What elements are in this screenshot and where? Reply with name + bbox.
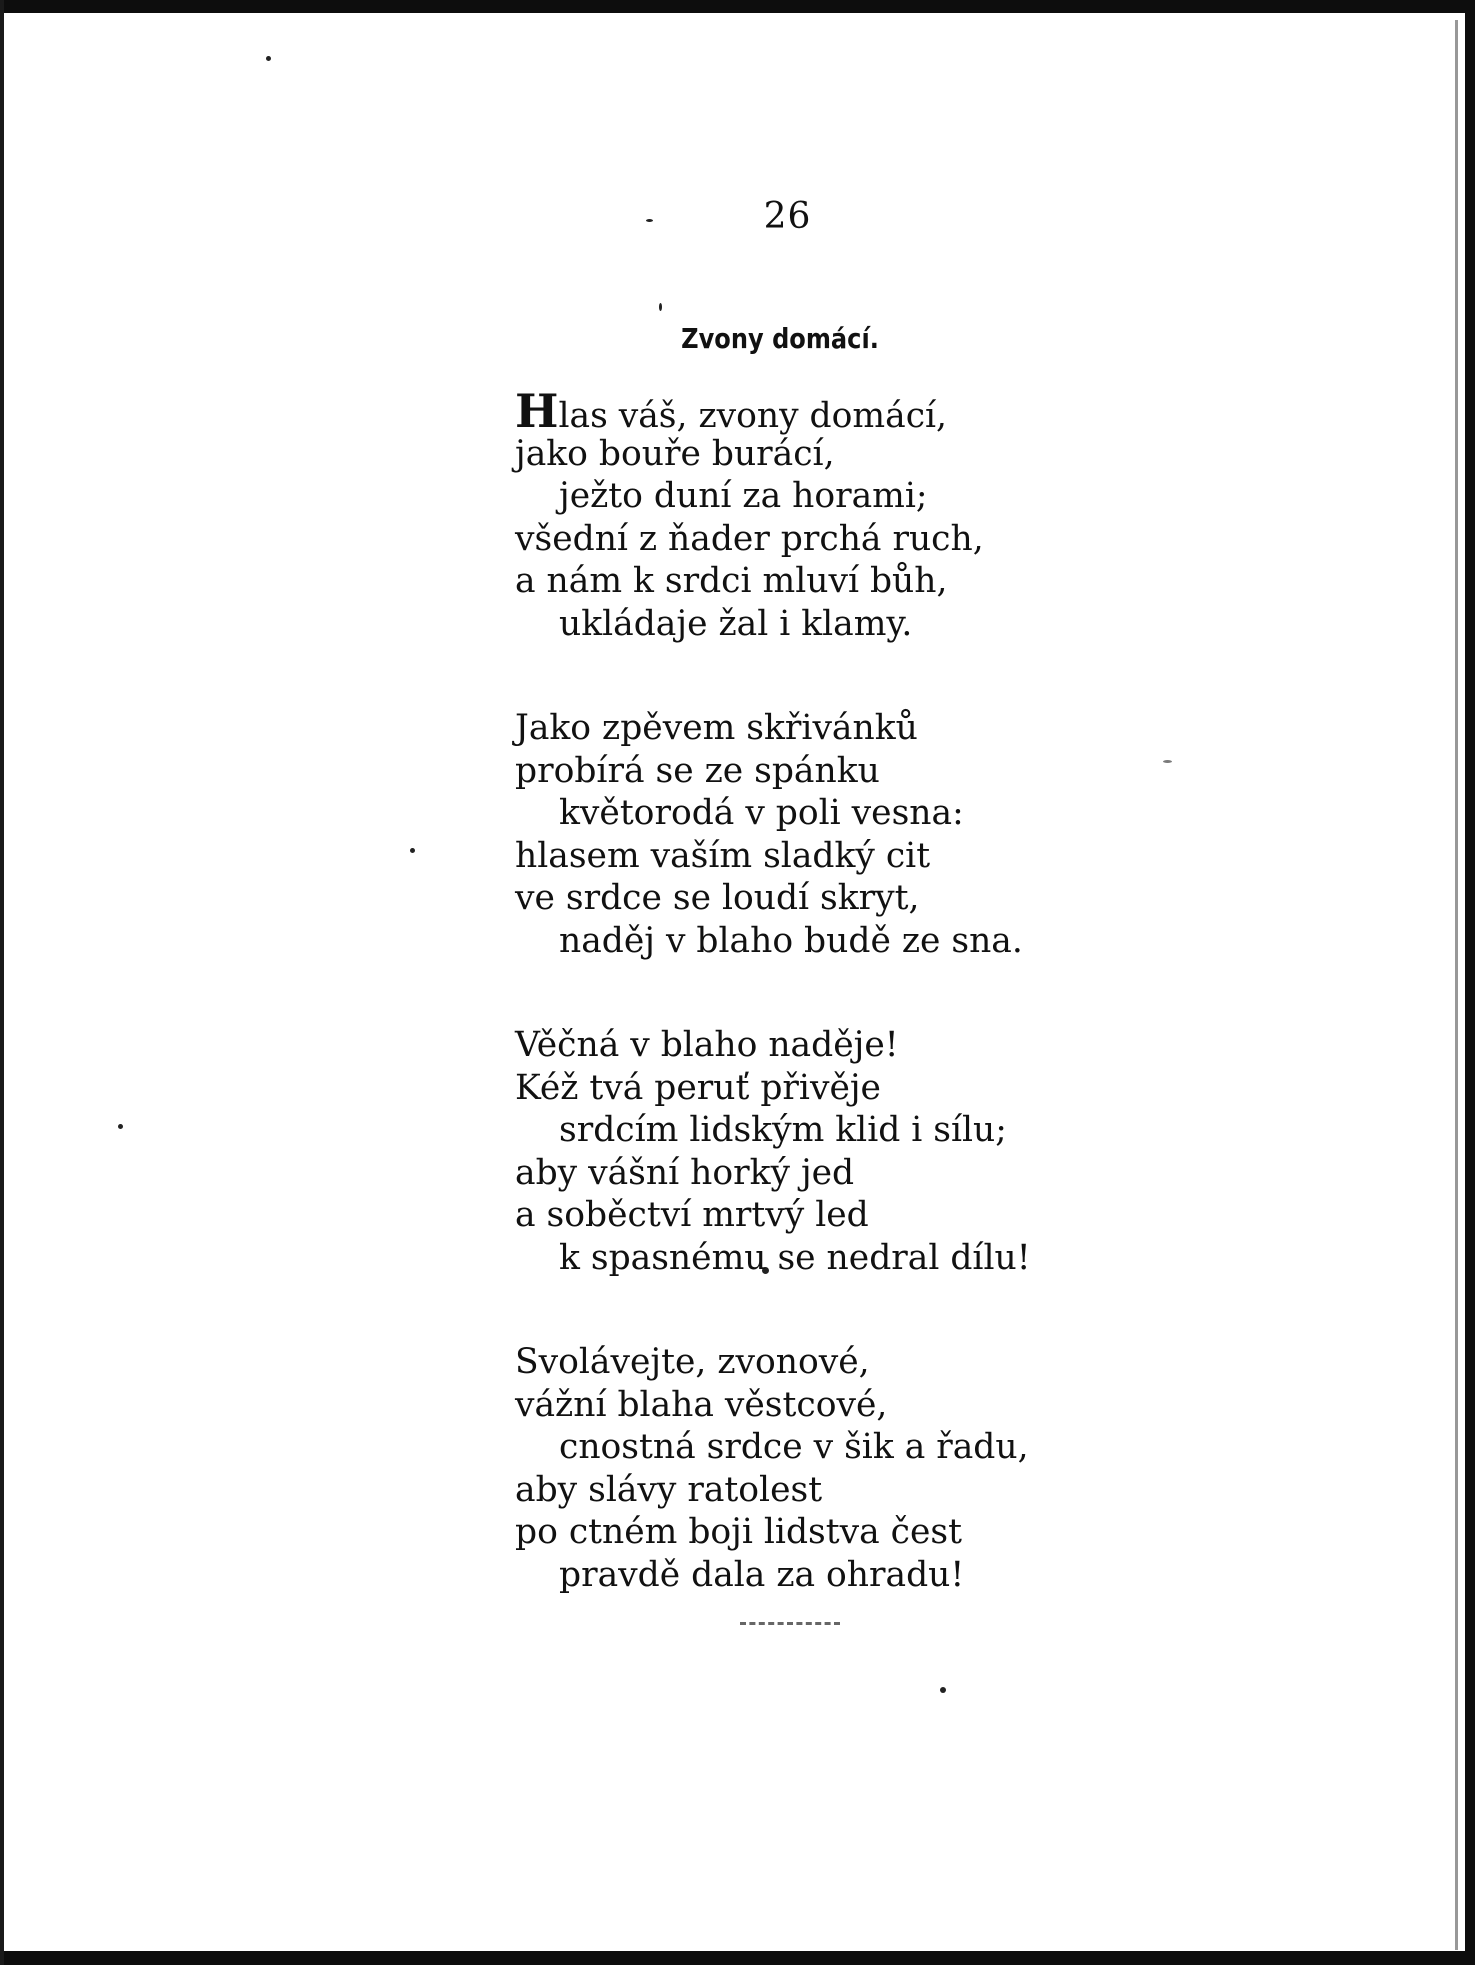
poem-body: [515, 384, 1031, 1658]
scan-speck: [1163, 760, 1172, 763]
poem-line: Kéž tvá peruť přivěje: [515, 1067, 881, 1108]
poem-line: jako bouře burácí,: [515, 433, 835, 474]
poem-line: a soběctví mrtvý led: [515, 1195, 869, 1235]
page-number: 26: [763, 196, 812, 237]
end-ornament-divider: [740, 1618, 840, 1625]
stanza: [515, 707, 1031, 962]
scan-speck: [940, 1687, 946, 1693]
scan-speck: [410, 848, 415, 853]
poem-line: vážní blaha věstcové,: [515, 1384, 888, 1425]
scan-border-top: [0, 0, 1475, 13]
poem-line: všední z ňader prchá ruch,: [515, 518, 984, 559]
poem-line-text: las váš, zvony domácí,: [558, 396, 948, 436]
poem-line: hlasem vaším sladký cit: [515, 835, 931, 876]
scan-border-bottom: [0, 1951, 1475, 1965]
poem-line: květorodá v poli vesna:: [559, 793, 964, 833]
poem-line: naděj v blaho budě ze sna.: [559, 920, 1023, 961]
poem-line: Jako zpěvem skřivánků: [515, 708, 918, 748]
poem-title: Zvony domácí.: [681, 322, 879, 355]
stanza: [515, 384, 1031, 645]
poem-line: probírá se ze spánku: [515, 750, 880, 791]
poem-line: ukládaje žal i klamy.: [559, 603, 913, 644]
poem-line: aby vášní horký jed: [515, 1152, 855, 1193]
stanza: [515, 1024, 1031, 1279]
scan-speck: [659, 303, 662, 311]
poem-line: a nám k srdci mluví bůh,: [515, 561, 948, 601]
poem-line: cnostná srdce v šik a řadu,: [559, 1427, 1029, 1467]
poem-line: aby slávy ratolest: [515, 1469, 823, 1510]
page-edge-shadow: [1455, 20, 1458, 1950]
scan-speck: [118, 1124, 123, 1129]
scan-border-left: [0, 0, 4, 1965]
poem-line: srdcím lidským klid i sílu;: [559, 1110, 1007, 1150]
scan-speck: [266, 56, 271, 61]
stanza: [515, 1341, 1031, 1596]
scan-border-right: [1465, 0, 1475, 1965]
poem-line: k spasnému se nedral dílu!: [559, 1237, 1031, 1278]
poem-line: Svolávejte, zvonové,: [515, 1342, 870, 1382]
poem-line: ježto duní za horami;: [559, 476, 928, 516]
poem-line: ve srdce se loudí skryt,: [515, 878, 920, 918]
poem-line: pravdě dala za ohradu!: [559, 1554, 965, 1595]
poem-line: [515, 384, 1031, 438]
drop-cap-initial: H: [515, 384, 559, 438]
poem-line: Věčná v blaho naděje!: [515, 1025, 899, 1065]
poem-line: po ctném boji lidstva čest: [515, 1512, 962, 1552]
